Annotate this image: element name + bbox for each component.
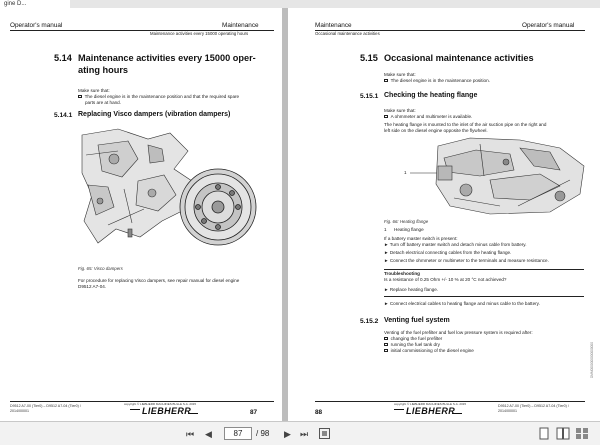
single-page-icon — [538, 427, 550, 440]
figure-caption: Fig. 65: Visco dampers — [78, 266, 123, 271]
logo-rule-right — [188, 413, 198, 414]
bullet-item — [384, 78, 490, 84]
next-page-button[interactable]: ▶ — [284, 429, 291, 439]
header-left: Maintenance — [315, 22, 352, 29]
grid-view-icon — [575, 427, 589, 440]
section-number: 5.15 — [360, 53, 378, 63]
page-87 — [0, 8, 282, 421]
venting-item — [384, 348, 474, 354]
subsection-number: 5.15.2 — [360, 318, 379, 325]
logo-rule-left — [394, 409, 404, 410]
page-total: / 98 — [256, 429, 270, 438]
step-4 — [384, 287, 438, 293]
subsection-number: 5.14.1 — [54, 112, 73, 119]
footer-copyright: copyright © LIEBHERR MACHINES BULLE S.A. 2015 — [124, 402, 197, 406]
arrow-icon: ► — [384, 287, 390, 292]
make-sure-text: Make sure that: — [78, 88, 110, 93]
step-3 — [384, 258, 549, 264]
procedure-text-line2: D9512 A7-04. — [78, 284, 107, 289]
venting-item-text: changing the fuel prefilter — [390, 336, 443, 341]
checkbox-icon — [384, 349, 388, 353]
venting-item-text: initial commissioning of the diesel engine — [390, 348, 474, 353]
bullet-item — [78, 94, 239, 100]
page-88 — [288, 8, 600, 421]
section-title: Occasional maintenance activities — [384, 53, 534, 63]
footer-model-line2: 2014/00001 — [498, 409, 517, 413]
subsection-title: Venting fuel system — [384, 317, 450, 324]
paragraph-line1: The heating flange is mounted to the inlet of the air suction pipe on the right and — [384, 122, 547, 127]
checkbox-icon — [384, 79, 388, 83]
troubleshooting-title: Troubleshooting — [384, 271, 420, 276]
page-number: 88 — [315, 409, 323, 416]
footer-model-line1: D9512 A7-00 (Tier0) – D9512 A7-04 (Tier0) / — [498, 404, 569, 408]
step-text: Turn off battery master switch and detach minus cable from battery. — [389, 242, 527, 247]
troubleshooting-end-rule — [384, 296, 584, 297]
page-navigation-toolbar — [0, 421, 600, 445]
logo-rule-left — [130, 409, 140, 410]
page-number: 87 — [250, 409, 258, 416]
bullet-text: The diesel engine is in the maintenance position and that the required spare — [84, 94, 240, 99]
bullet-text: The diesel engine is in the maintenance position. — [390, 78, 490, 83]
first-page-button[interactable]: ⏮ — [186, 429, 195, 439]
two-page-icon — [556, 427, 570, 440]
header-subtitle: Occasional maintenance activities — [315, 31, 380, 36]
troubleshooting-question: Is a resistance of 0.25 Ohm +/- 10 % at 20 °C not achieved? — [384, 277, 507, 282]
visco-dampers-figure — [78, 125, 264, 263]
fit-page-button[interactable] — [318, 427, 331, 440]
legend-number: 1 — [384, 227, 387, 232]
footer-copyright: copyright © LIEBHERR MACHINES BULLE S.A. 2015 — [394, 402, 467, 406]
liebherr-logo: LIEBHERR — [142, 406, 192, 416]
arrow-icon: ► — [384, 258, 390, 263]
footer-model-line1: D9512 A7-00 (Tier0) – D9512 A7-04 (Tier0) / — [10, 404, 81, 408]
header-right: Maintenance — [222, 22, 259, 29]
step-text: Replace heating flange. — [389, 287, 439, 292]
procedure-text-line1: For procedure for replacing Visco dampers, see repair manual for diesel engine — [78, 278, 240, 283]
logo-rule-right — [452, 413, 462, 414]
last-page-button[interactable]: ⏭ — [300, 429, 309, 439]
bullet-text-cont: parts are at hand. — [85, 100, 122, 105]
document-tab[interactable]: gine D... — [0, 0, 70, 8]
single-page-view-button[interactable] — [538, 427, 550, 440]
make-sure-text-2: Make sure that: — [384, 108, 416, 113]
page-number-input[interactable]: 87 — [224, 427, 252, 440]
liebherr-logo: LIEBHERR — [406, 406, 456, 416]
checkbox-icon — [384, 337, 388, 341]
section-title-line1: Maintenance activities every 15000 oper- — [78, 53, 256, 63]
step-text: Connect the ohmmeter or multimeter to the terminals and measure resistance. — [389, 258, 549, 263]
step-text: Detach electrical connecting cables from the heating flange. — [389, 250, 512, 255]
two-page-view-button[interactable] — [556, 427, 570, 440]
checkbox-icon — [78, 95, 82, 99]
heating-flange-figure — [410, 136, 588, 216]
checkbox-icon — [384, 343, 388, 347]
side-document-code: DMM0000000000000000 — [590, 342, 594, 378]
paragraph-line2: left side on the diesel engine opposite the flywheel. — [384, 128, 488, 133]
troubleshooting-rule — [384, 269, 584, 270]
header-subtitle: Maintenance activities every 15000 operating hours — [150, 31, 249, 36]
fit-page-icon — [318, 427, 331, 440]
arrow-icon: ► — [384, 301, 390, 306]
checkbox-icon — [384, 115, 388, 119]
section-number: 5.14 — [54, 53, 72, 63]
step-text: Connect electrical cables to heating flange and minus cable to the battery. — [389, 301, 540, 306]
venting-item — [384, 342, 440, 348]
venting-item — [384, 336, 442, 342]
bullet-text: A ohmmeter and multimeter is available. — [390, 114, 473, 119]
venting-item-text: running the fuel tank dry — [390, 342, 440, 347]
previous-page-button[interactable]: ◀ — [205, 429, 212, 439]
header-left: Operator's manual — [10, 22, 63, 29]
footer-model-line2: 2014/00001 — [10, 409, 29, 413]
section-title-line2: ating hours — [78, 65, 129, 75]
step-5 — [384, 301, 540, 307]
figure-caption: Fig. 66: Heating flange — [384, 219, 429, 224]
step-1 — [384, 242, 527, 248]
subsection-number: 5.15.1 — [360, 93, 379, 100]
make-sure-text: Make sure that: — [384, 72, 416, 77]
tab-strip — [0, 0, 600, 8]
figure-callout-number: 1 — [404, 170, 407, 175]
step-2 — [384, 250, 511, 256]
subsection-title: Replacing Visco dampers (vibration dampers) — [78, 111, 231, 118]
arrow-icon: ► — [384, 242, 390, 247]
condition-text: If a battery master switch is present: — [384, 236, 458, 241]
header-right: Operator's manual — [522, 22, 575, 29]
document-viewer[interactable] — [0, 8, 600, 421]
venting-intro: Venting of the fuel prefilter and fuel low pressure system is required after: — [384, 330, 533, 335]
arrow-icon: ► — [384, 250, 390, 255]
legend-text: Heating flange — [394, 227, 424, 232]
bullet-item — [384, 114, 472, 120]
continuous-view-button[interactable] — [575, 427, 589, 440]
subsection-title: Checking the heating flange — [384, 92, 478, 99]
